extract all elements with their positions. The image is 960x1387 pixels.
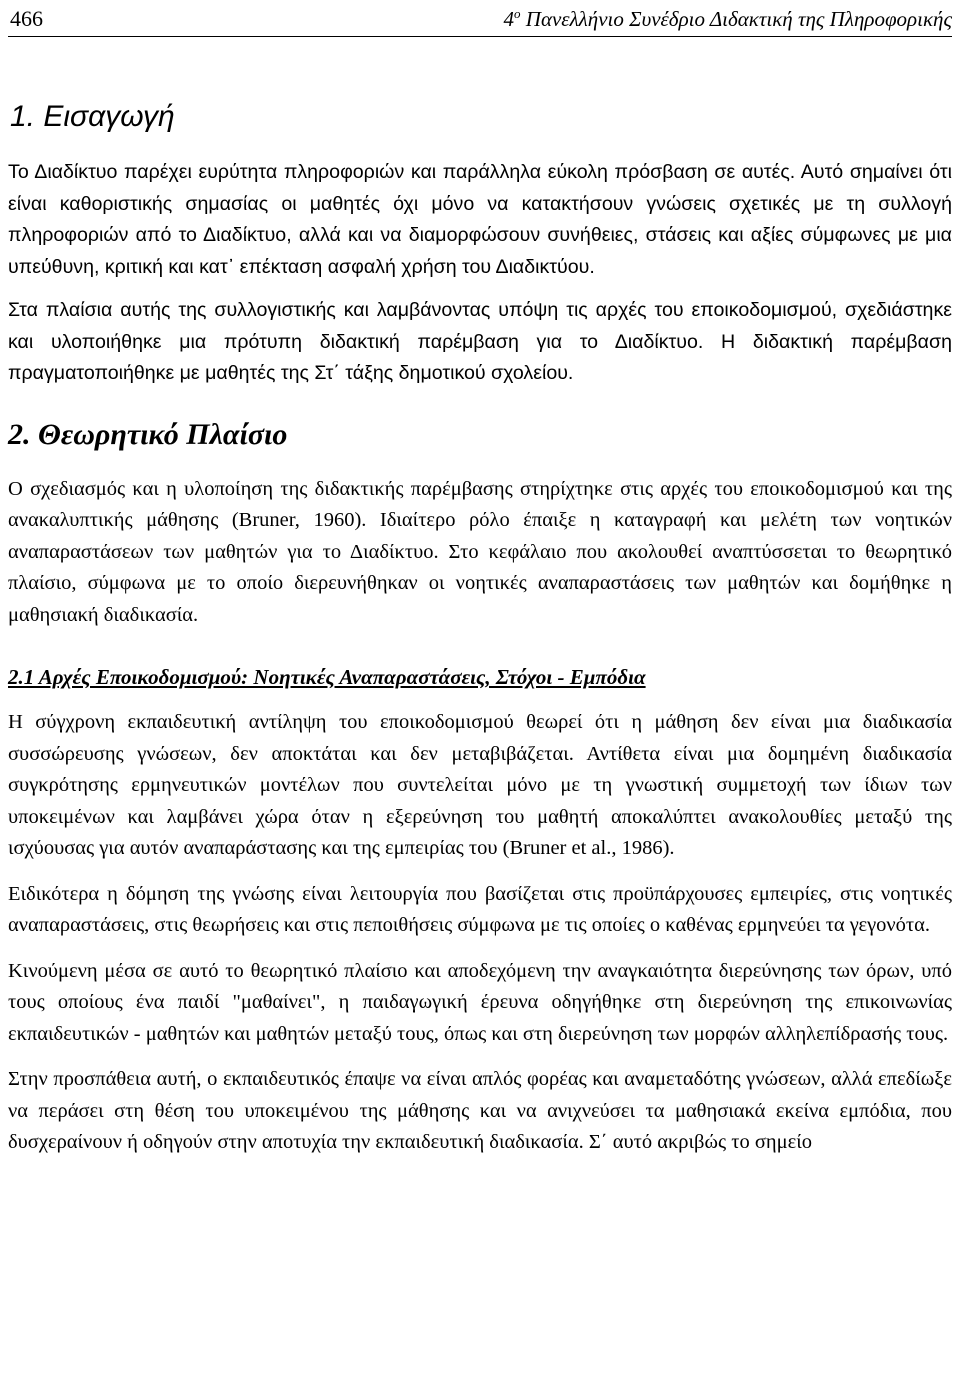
paragraph: Η σύγχρονη εκπαιδευτική αντίληψη του εποικοδομισμού θεωρεί ότι η μάθηση δεν είναι μια διαδικασία συσσώρευσης γνώσεων, δεν αποκτάται και δεν μεταβιβάζεται. Αντίθετα είναι μια δομημένη διαδικασία συγκρότησης ερμηνευτικών μοντέλων που συντελείται μόνο με τη γνωστική συμμετοχή των ίδιων των υποκειμένων και λαμβάνει χώρα όταν η εξερεύνηση του μαθητή αποκαλύπτει ανακολουθίες μεταξύ της ισχύουσας για αυτόν αναπαράστασης και της εμπειρίας του (Bruner et al., 1986). <box>8 711 952 859</box>
paragraph: Το Διαδίκτυο παρέχει ευρύτητα πληροφοριών και παράλληλα εύκολη πρόσβαση σε αυτές. Αυτό σημαίνει ότι είναι καθοριστικής σημασίας οι μαθητές όχι μόνο να κατακτήσουν γνώσεις σχετικές με τη συλλογή πληροφοριών από το Διαδίκτυο, αλλά και να διαμορφώσουν συνήθειες, στάσεις και αξίες σύμφωνες με μια υπεύθυνη, κριτική και κατ᾽ επέκταση ασφαλή χρήση του Διαδικτύου. <box>8 161 952 278</box>
paragraph: Στην προσπάθεια αυτή, ο εκπαιδευτικός έπαψε να είναι απλός φορέας και αναμεταδότης γνώσεων, αλλά επεδίωξε να περάσει στη θέση του υποκειμένου της μάθησης και να ανιχνεύσει τα μαθησιακά εκείνα εμπόδια, που δυσχεραίνουν ή οδηγούν στην αποτυχία την εκπαιδευτική διαδικασία. Σ΄ αυτό ακριβώς το σημείο <box>8 1068 952 1153</box>
running-title-text: Πανελλήνιο Συνέδριο Διδακτική της Πληροφορικής <box>520 7 952 31</box>
section-heading-introduction: 1. Εισαγωγή <box>10 100 175 133</box>
page-header <box>8 0 952 37</box>
paragraph: Ειδικότερα η δόμηση της γνώσης είναι λειτουργία που βασίζεται στις προϋπάρχουσες εμπειρίες, στις νοητικές αναπαραστάσεις, στις θεωρήσεις και στις πεποιθήσεις σύμφωνα με τις οποίες ο καθένας ερμηνεύει τα γεγονότα. <box>8 882 952 936</box>
running-title-ordinal: ο <box>514 6 521 21</box>
paragraph: Ο σχεδιασμός και η υλοποίηση της διδακτικής παρέμβασης στηρίχτηκε στις αρχές του εποικοδομισμού και της ανακαλυπτικής μάθησης (Bruner, 1960). Ιδιαίτερο ρόλο έπαιξε η καταγραφή και μελέτη των νοητικών αναπαραστάσεων των μαθητών για το Διαδίκτυο. Στο κεφάλαιο που ακολουθεί αναπτύσσεται το θεωρητικό πλαίσιο, σύμφωνα με το οποίο διερευνήθηκαν οι νοητικές αναπαραστάσεις των μαθητών και δομήθηκε η μαθησιακή διαδικασία. <box>8 477 952 626</box>
paragraph: Στα πλαίσια αυτής της συλλογιστικής και λαμβάνοντας υπόψη τις αρχές του εποικοδομισμού, σχεδιάστηκε και υλοποιήθηκε μια πρότυπη διδακτική παρέμβαση για το Διαδίκτυο. Η διδακτική παρέμβαση πραγματοποιήθηκε με μαθητές της Στ΄ τάξης δημοτικού σχολείου. <box>8 299 952 384</box>
page-number: 466 <box>10 6 43 31</box>
paragraph: Κινούμενη μέσα σε αυτό το θεωρητικό πλαίσιο και αποδεχόμενη την αναγκαιότητα διερεύνησης των όρων, υπό τους οποίους ένα παιδί "μαθαίνει", η παιδαγωγική έρευνα οδηγήθηκε στη διερεύνηση της επικοινωνίας εκπαιδευτικών - μαθητών και μαθητών μεταξύ τους, όπως και στη διερεύνηση των μορφών αλληλεπίδρασής τους. <box>8 959 952 1045</box>
running-title <box>504 6 952 32</box>
running-title-number: 4 <box>503 7 515 31</box>
section-heading-theoretical-framework: 2. Θεωρητικό Πλαίσιο <box>8 417 288 451</box>
document-page <box>8 0 952 1159</box>
subsection-heading-constructivism: 2.1 Αρχές Εποικοδομισμού: Νοητικές Αναπαραστάσεις, Στόχοι - Εμπόδια <box>8 665 646 689</box>
